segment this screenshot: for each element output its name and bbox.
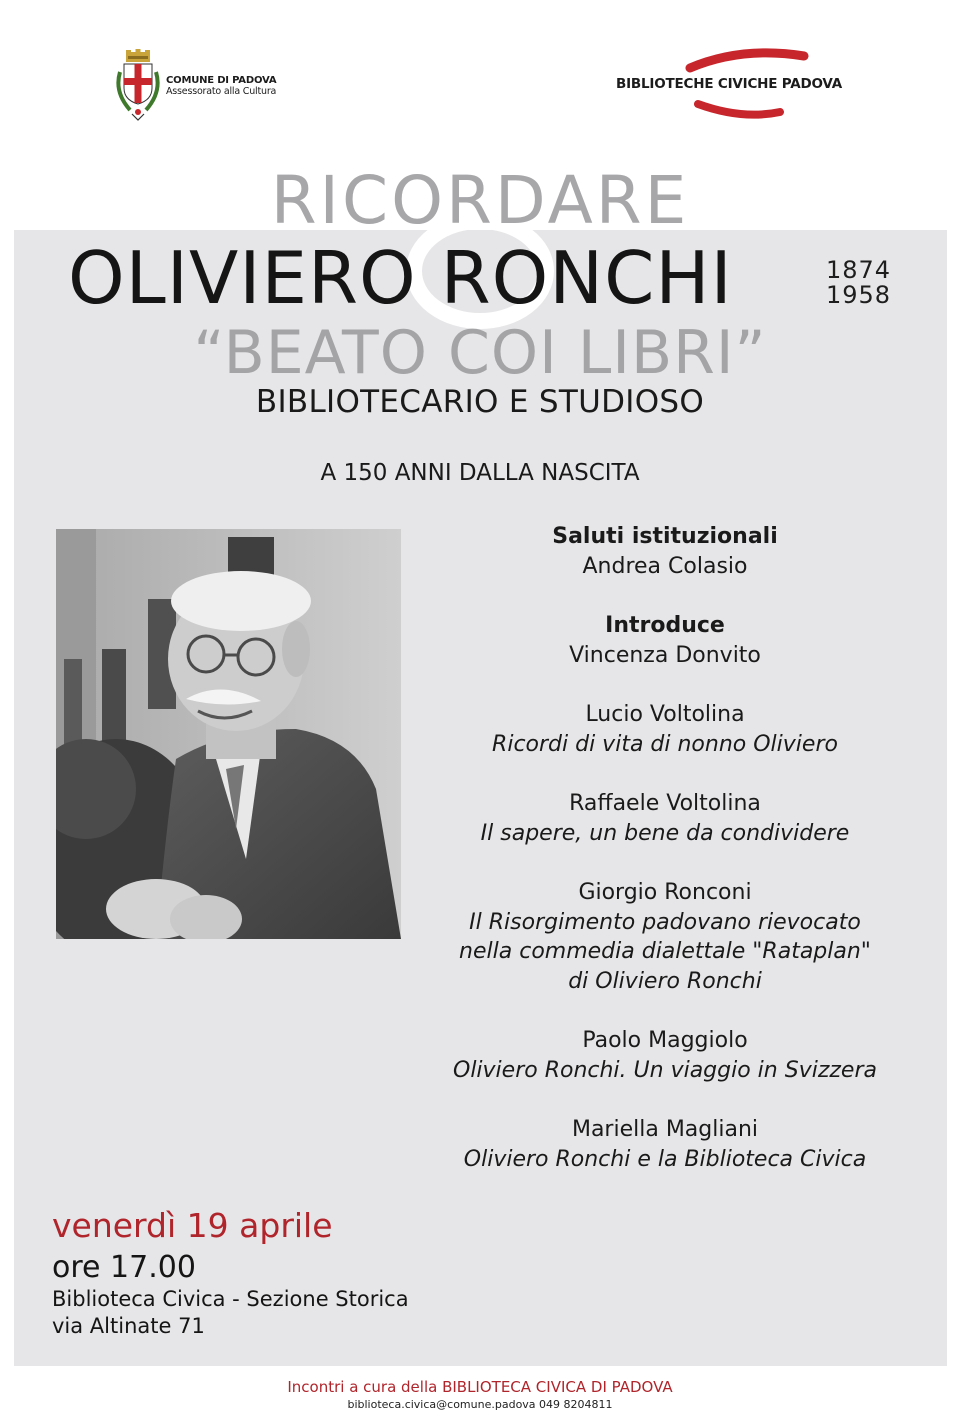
portrait-photo xyxy=(56,529,401,939)
anniversary-line: A 150 ANNI DALLA NASCITA xyxy=(320,460,640,486)
time-value: 17.00 xyxy=(110,1250,196,1285)
comune-padova-logo xyxy=(112,48,312,128)
program-talk-title: Il Risorgimento padovano rievocato xyxy=(469,909,861,935)
date-prefix: venerdì xyxy=(52,1206,187,1245)
program-heading: Saluti istituzionali xyxy=(552,524,778,549)
program-talk-title: Ricordi di vita di nonno Oliviero xyxy=(492,731,838,757)
program-speaker: Giorgio Ronconi xyxy=(578,880,752,905)
program-item xyxy=(420,878,910,996)
event-address: via Altinate 71 xyxy=(52,1314,205,1338)
program-speaker: Paolo Maggiolo xyxy=(582,1028,748,1053)
portrait-image-icon xyxy=(56,529,401,939)
program-item xyxy=(420,700,910,759)
program-item xyxy=(420,789,910,848)
footer-contact: biblioteca.civica@comune.padova 049 8204811 xyxy=(347,1398,613,1411)
date-suffix: aprile xyxy=(228,1206,333,1245)
padova-coat-of-arms-icon xyxy=(112,48,164,122)
program-speaker: Andrea Colasio xyxy=(582,553,748,579)
comune-subtitle: Assessorato alla Cultura xyxy=(166,86,277,97)
page-title: OLIVIERO RONCHI xyxy=(68,236,733,320)
time-prefix: ore xyxy=(52,1250,111,1285)
role-subtitle: BIBLIOTECARIO E STUDIOSO xyxy=(255,384,705,420)
program-speaker: Raffaele Voltolina xyxy=(569,791,761,816)
event-venue: Biblioteca Civica - Sezione Storica xyxy=(52,1287,409,1311)
program-item-introduce xyxy=(420,611,910,670)
program-speaker: Vincenza Donvito xyxy=(569,642,761,668)
footer-organizer: Incontri a cura della BIBLIOTECA CIVICA DI PADOVA xyxy=(287,1378,673,1396)
program-list xyxy=(420,522,910,1204)
comune-title: COMUNE DI PADOVA xyxy=(166,75,277,86)
event-time xyxy=(52,1250,196,1285)
life-years xyxy=(826,258,891,308)
program-item xyxy=(420,1115,910,1174)
program-talk-title: Oliviero Ronchi. Un viaggio in Svizzera xyxy=(453,1057,877,1083)
program-talk-title: Oliviero Ronchi e la Biblioteca Civica xyxy=(463,1146,867,1172)
program-talk-title: nella commedia dialettale "Rataplan" xyxy=(459,939,871,964)
program-speaker: Lucio Voltolina xyxy=(585,702,745,727)
event-place xyxy=(52,1286,409,1340)
program-talk-title: di Oliviero Ronchi xyxy=(568,968,762,994)
title-pre: RICORDARE xyxy=(270,162,690,239)
motto: “BEATO COI LIBRI” xyxy=(193,318,767,388)
program-speaker: Mariella Magliani xyxy=(571,1117,759,1142)
program-talk-title: Il sapere, un bene da condividere xyxy=(480,820,850,846)
program-heading: Introduce xyxy=(605,613,725,638)
program-item xyxy=(420,1026,910,1085)
biblioteche-name: BIBLIOTECHE CIVICHE PADOVA xyxy=(616,76,842,92)
year-birth: 1874 xyxy=(826,256,892,284)
program-item-saluti xyxy=(420,522,910,581)
event-date xyxy=(52,1206,333,1245)
date-day: 19 xyxy=(186,1206,229,1245)
biblioteche-civiche-logo xyxy=(612,44,872,124)
year-death: 1958 xyxy=(826,281,892,309)
